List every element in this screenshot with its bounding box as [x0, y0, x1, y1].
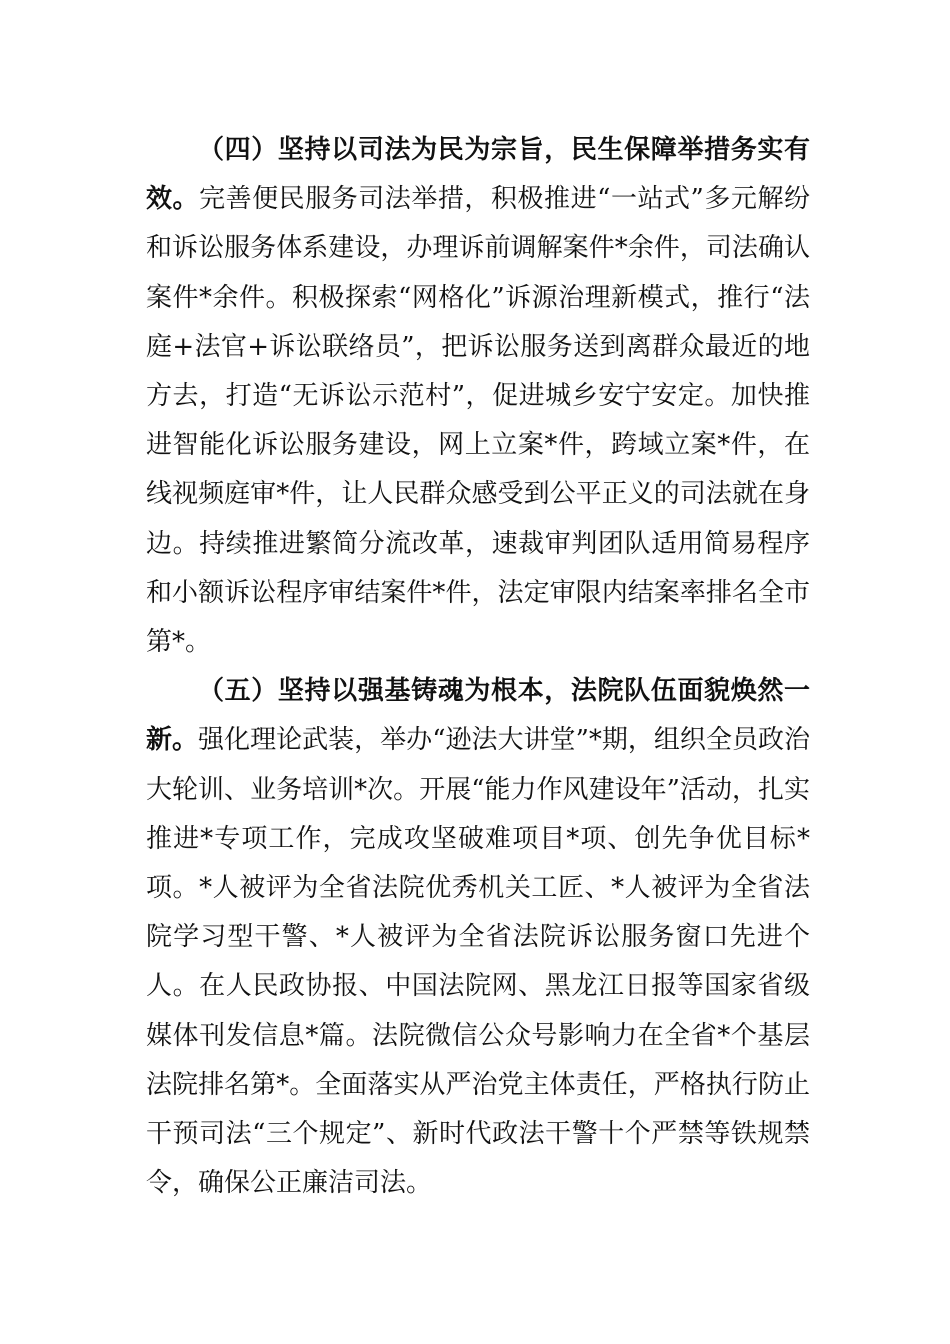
paragraph-four-body: 完善便民服务司法举措，积极推进“一站式”多元解纷和诉讼服务体系建设，办理诉前调解案件*余件，司法确认案件*余件。积极探索“网格化”诉源治理新模式，推行“法庭+法官+诉讼联络员”，把诉讼服务送到离群众最近的地方去，打造“无诉讼示范村”，促进城乡安宁安定。加快推进智能化诉讼服务建设，网上立案*件，跨域立案*件，在线视频庭审*件，让人民群众感受到公平正义的司法就在身边。持续推进繁简分流改革，速裁审判团队适用简易程序和小额诉讼程序审结案件*件，法定审限内结案率排名全市第*。 — [146, 184, 810, 658]
paragraph-five — [146, 667, 810, 1208]
paragraph-four-heading: （四）坚持以司法为民为宗旨，民生保障举措务实有效。 — [146, 135, 810, 215]
paragraph-five-body: 强化理论武装，举办“逊法大讲堂”*期，组织全员政治大轮训、业务培训*次。开展“能力作风建设年”活动，扎实推进*专项工作，完成攻坚破难项目*项、创先争优目标*项。*人被评为全省法院优秀机关工匠、*人被评为全省法院学习型干警、*人被评为全省法院诉讼服务窗口先进个人。在人民政协报、中国法院网、黑龙江日报等国家省级媒体刊发信息*篇。法院微信公众号影响力在全省*个基层法院排名第*。全面落实从严治党主体责任，严格执行防止干预司法“三个规定”、新时代政法干警十个严禁等铁规禁令，确保公正廉洁司法。 — [146, 725, 810, 1199]
paragraph-four — [146, 126, 810, 667]
document-body — [146, 126, 810, 1208]
paragraph-five-heading: （五）坚持以强基铸魂为根本，法院队伍面貌焕然一新。 — [146, 676, 810, 756]
